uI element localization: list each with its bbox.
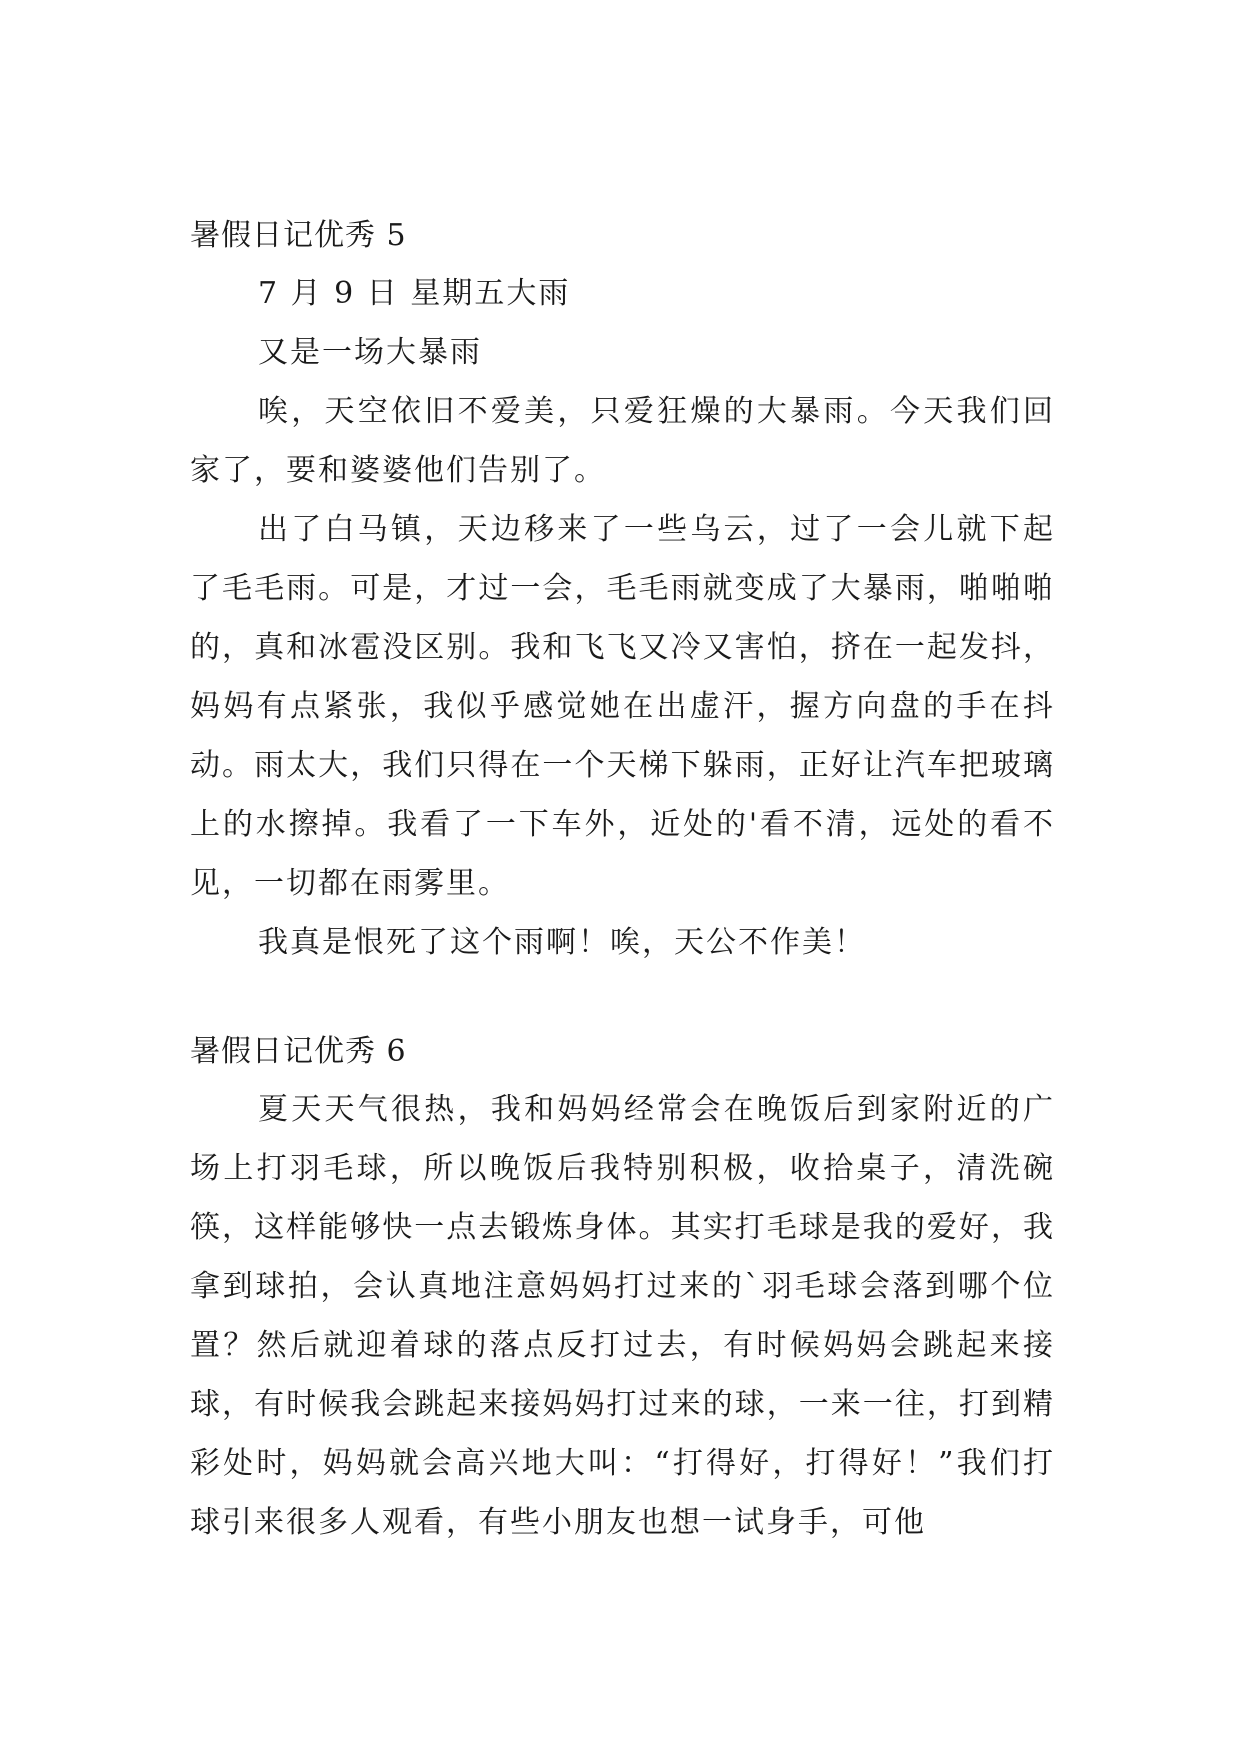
entry-paragraph: 夏天天气很热，我和妈妈经常会在晚饭后到家附近的广场上打羽毛球，所以晚饭后我特别积极，收拾桌子，清洗碗筷，这样能够快一点去锻炼身体。其实打毛球是我的爱好，我拿到球拍，会认真地注意妈妈打过来的`羽毛球会落到哪个位置？然后就迎着球的落点反打过去，有时候妈妈会跳起来接球，有时候我会跳起来接妈妈打过来的球，一来一往，打到精彩处时，妈妈就会高兴地大叫：“打得好，打得好！”我们打球引来很多人观看，有些小朋友也想一试身手，可他 [190,1092,1055,1540]
diary-entry-5 [190,216,1055,972]
diary-entry-6 [190,1032,1055,1552]
entry-heading: 暑假日记优秀 6 [190,1034,407,1069]
entry-paragraph: 我真是恨死了这个雨啊！唉，天公不作美！ [258,925,866,960]
entry-title: 又是一场大暴雨 [258,335,482,370]
entry-date-line: 7 月 9 日 星期五大雨 [258,276,571,311]
entry-paragraph: 唉，天空依旧不爱美，只爱狂燥的大暴雨。今天我们回家了，要和婆婆他们告别了。 [190,394,1055,488]
document-page [190,216,1055,1552]
entry-heading: 暑假日记优秀 5 [190,218,407,253]
entry-paragraph: 出了白马镇，天边移来了一些乌云，过了一会儿就下起了毛毛雨。可是，才过一会，毛毛雨就变成了大暴雨，啪啪啪的，真和冰雹没区别。我和飞飞又冷又害怕，挤在一起发抖，妈妈有点紧张，我似乎感觉她在出虚汗，握方向盘的手在抖动。雨太大，我们只得在一个天梯下躲雨，正好让汽车把玻璃上的水擦掉。我看了一下车外，近处的'看不清，远处的看不见，一切都在雨雾里。 [190,512,1055,901]
